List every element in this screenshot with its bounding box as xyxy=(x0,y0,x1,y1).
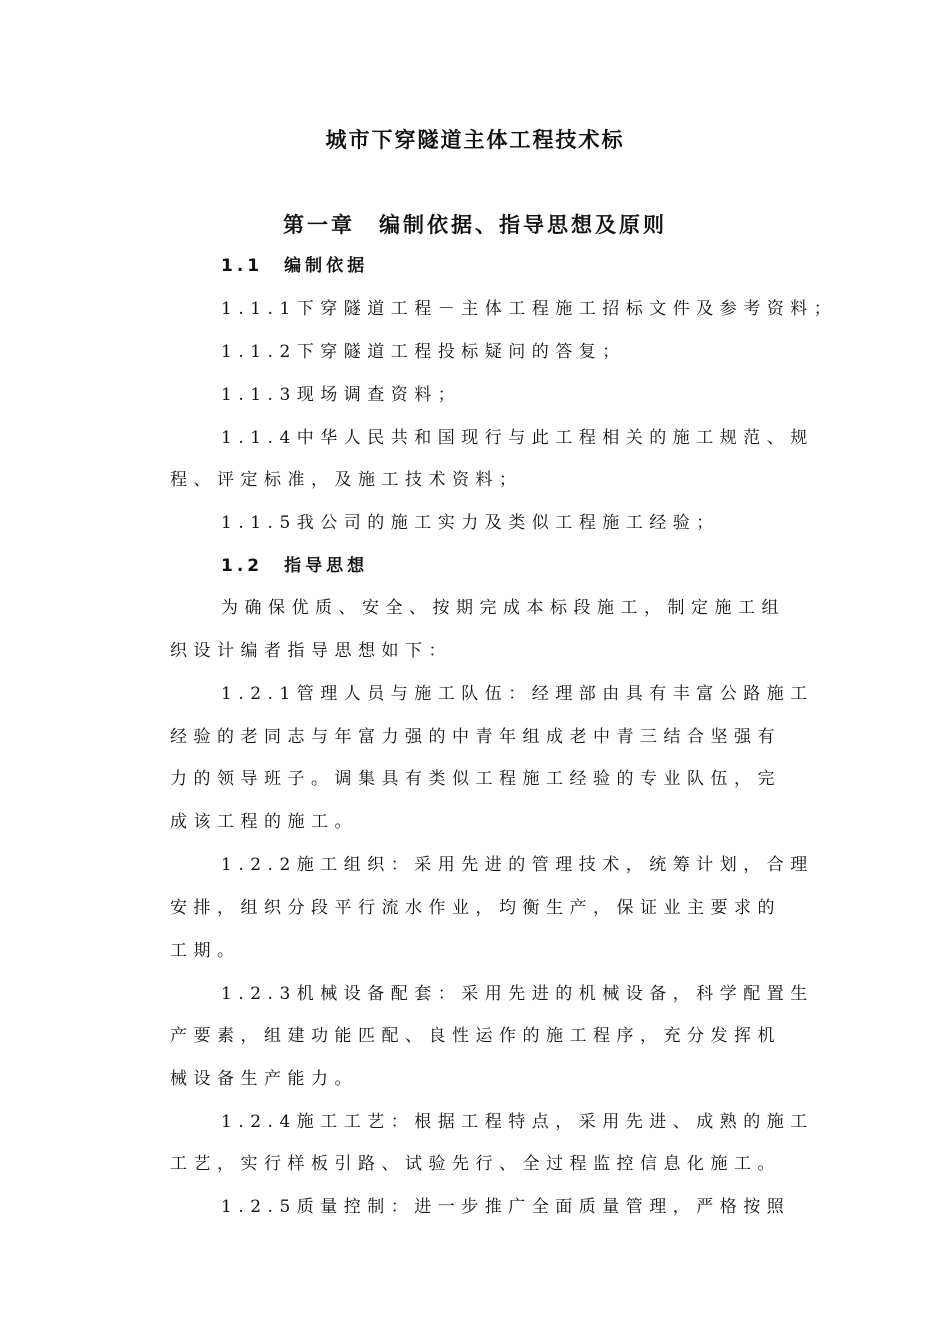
paragraph-line: 产要素，组建功能匹配、良性运作的施工程序，充分发挥机 xyxy=(170,1026,781,1046)
section-heading-1-2: 1.2 指导思想 xyxy=(221,556,369,576)
paragraph-line: 经验的老同志与年富力强的中青年组成老中青三结合坚强有 xyxy=(170,727,781,747)
paragraph-line: 械设备生产能力。 xyxy=(170,1069,358,1089)
paragraph-line: 工艺，实行样板引路、试验先行、全过程监控信息化施工。 xyxy=(170,1154,781,1174)
paragraph-line: 工期。 xyxy=(170,941,241,961)
document-title: 城市下穿隧道主体工程技术标 xyxy=(325,128,625,152)
paragraph-line: 1.2.3机械设备配套：采用先进的机械设备，科学配置生 xyxy=(221,984,814,1004)
paragraph-line: 1.1.4中华人民共和国现行与此工程相关的施工规范、规 xyxy=(221,428,814,448)
paragraph-line: 成该工程的施工。 xyxy=(170,812,358,832)
section-heading-1-1: 1.1 编制依据 xyxy=(221,256,369,276)
paragraph-line: 1.2.2施工组织：采用先进的管理技术，统筹计划，合理 xyxy=(221,855,814,875)
paragraph-line: 为确保优质、安全、按期完成本标段施工，制定施工组 xyxy=(221,598,785,618)
paragraph-line: 1.1.2下穿隧道工程投标疑问的答复； xyxy=(221,342,626,362)
chapter-heading: 第一章 编制依据、指导思想及原则 xyxy=(283,213,667,237)
paragraph-line: 1.2.1管理人员与施工队伍：经理部由具有丰富公路施工 xyxy=(221,684,814,704)
paragraph-line: 程、评定标准，及施工技术资料； xyxy=(170,470,523,490)
paragraph-line: 1.1.1下穿隧道工程－主体工程施工招标文件及参考资料； xyxy=(221,299,838,319)
paragraph-line: 1.2.5质量控制：进一步推广全面质量管理，严格按照 xyxy=(221,1197,791,1217)
paragraph-line: 1.1.3现场调查资料； xyxy=(221,385,462,405)
paragraph-line: 1.1.5我公司的施工实力及类似工程施工经验； xyxy=(221,513,720,533)
paragraph-line: 织设计编者指导思想如下： xyxy=(170,641,452,661)
paragraph-line: 1.2.4施工工艺：根据工程特点，采用先进、成熟的施工 xyxy=(221,1112,814,1132)
paragraph-line: 安排，组织分段平行流水作业，均衡生产，保证业主要求的 xyxy=(170,898,781,918)
paragraph-line: 力的领导班子。调集具有类似工程施工经验的专业队伍，完 xyxy=(170,769,781,789)
